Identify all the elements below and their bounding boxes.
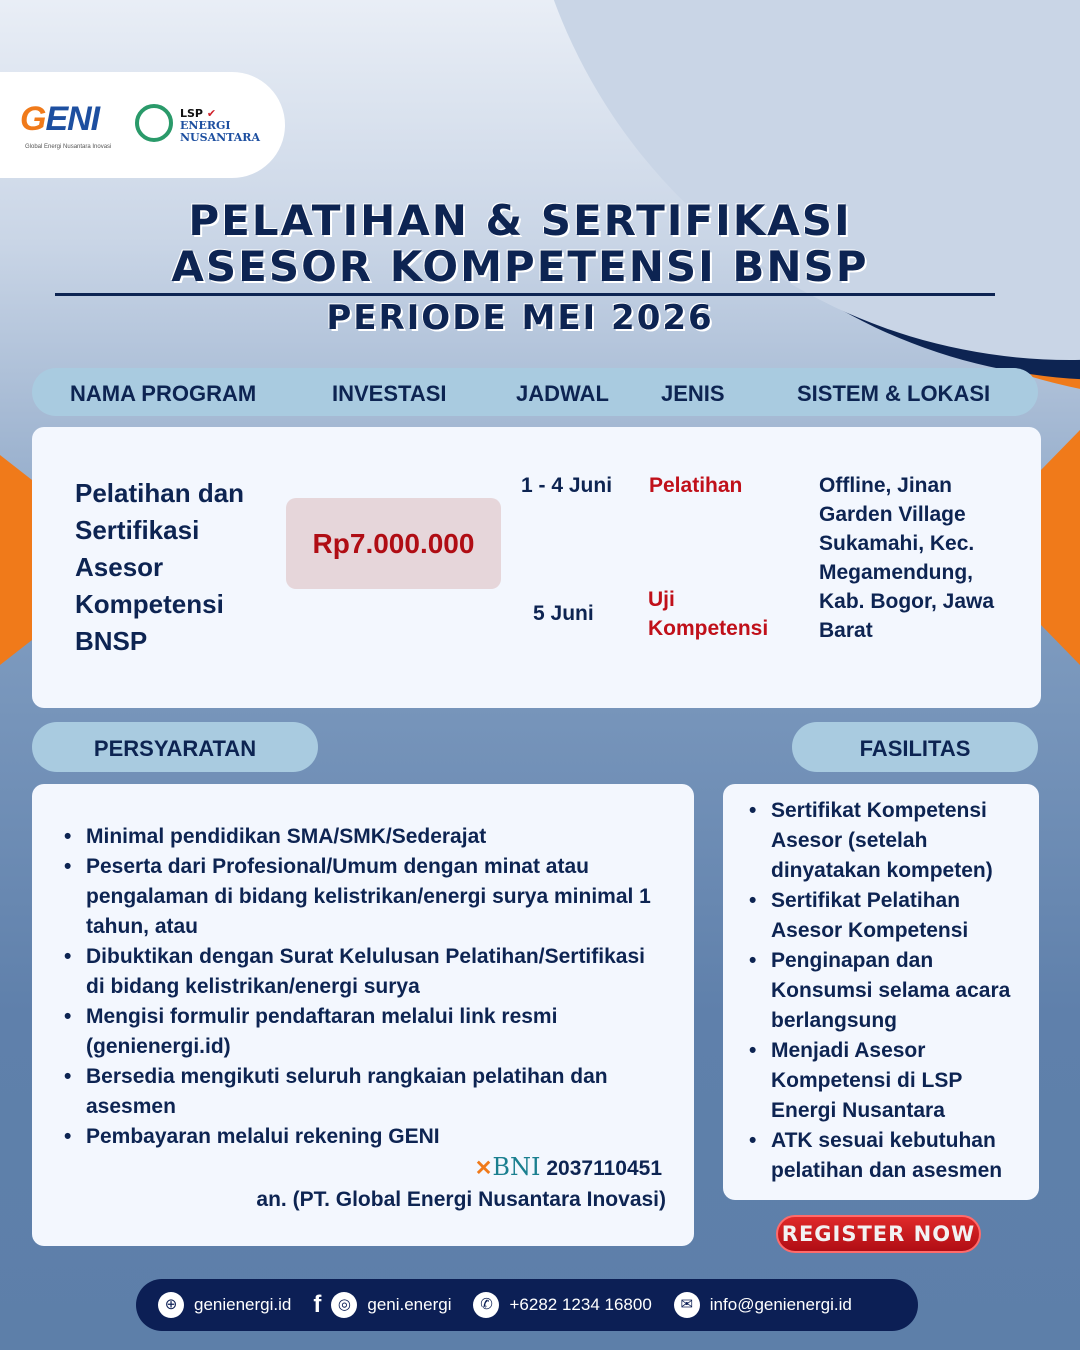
phone-icon: ✆ (473, 1292, 499, 1318)
requirement-item: • Pembayaran melalui rekening GENI (64, 1122, 666, 1152)
globe-icon: ⊕ (158, 1292, 184, 1318)
register-now-button[interactable]: REGISTER NOW (776, 1215, 981, 1253)
facility-item: • Penginapan dan Konsumsi selama acara berlangsung (749, 946, 1029, 1036)
facilities-list (749, 796, 1029, 1186)
decor-orange-left (0, 455, 32, 665)
facility-item: • Sertifikat Kompetensi Asesor (setelah dinyatakan kompeten) (749, 796, 1029, 886)
bank-logo: BNI (492, 1153, 541, 1181)
requirements-list (64, 822, 666, 1152)
contact-bar (136, 1279, 918, 1331)
schedule-date-2: 5 Juni (533, 602, 594, 625)
geni-tagline: Global Energi Nusantara Inovasi (25, 144, 112, 150)
schedule-type-1: Pelatihan (649, 474, 743, 497)
requirements-card (32, 784, 694, 1246)
requirement-item: • Bersedia mengikuti seluruh rangkaian pelatihan dan asesmen (64, 1062, 666, 1122)
account-number: 2037110451 (546, 1157, 662, 1180)
requirement-item: • Dibuktikan dengan Surat Kelulusan Pelatihan/Sertifikasi di bidang kelistrikan/energi surya (64, 942, 666, 1002)
table-header (32, 368, 1038, 416)
website-link[interactable]: genienergi.id (194, 1295, 292, 1314)
facilities-card (723, 784, 1039, 1200)
header-type: JENIS (661, 381, 725, 406)
instagram-icon: ◎ (331, 1292, 357, 1318)
facebook-icon: f (313, 1291, 322, 1318)
period: PERIODE MEI 2026 (326, 298, 714, 338)
program-name: Pelatihan dan Sertifikasi Asesor Kompetensi BNSP (75, 478, 245, 656)
requirement-item: • Peserta dari Profesional/Umum dengan minat atau pengalaman di bidang kelistrikan/energi surya minimal 1 tahun, atau (64, 852, 666, 942)
account-name: an. (PT. Global Energi Nusantara Inovasi) (256, 1188, 666, 1211)
schedule-type-2: Uji Kompetensi (648, 588, 769, 640)
decor-orange-right (1041, 430, 1080, 665)
email-link[interactable]: info@genienergi.id (709, 1295, 852, 1314)
social-handle[interactable]: geni.energi (367, 1295, 452, 1314)
requirement-item: • Minimal pendidikan SMA/SMK/Sederajat (64, 822, 666, 852)
requirement-item: • Mengisi formulir pendaftaran melalui link resmi (genienergi.id) (64, 1002, 666, 1062)
bni-icon: ✕ (474, 1157, 493, 1180)
schedule-date-1: 1 - 4 Juni (521, 474, 613, 497)
title-divider (55, 293, 995, 296)
facility-item: • ATK sesuai kebutuhan pelatihan dan asesmen (749, 1126, 1029, 1186)
facility-item: • Sertifikat Pelatihan Asesor Kompetensi (749, 886, 1029, 946)
lsp-logo: LSP ✔ ENERGI NUSANTARA (180, 107, 260, 144)
phone-number[interactable]: +6282 1234 16800 (509, 1295, 652, 1314)
header-program: NAMA PROGRAM (70, 381, 257, 406)
bank-account (64, 1152, 666, 1184)
facilities-heading: FASILITAS (792, 722, 1038, 772)
location: Offline, Jinan Garden Village Sukamahi, Kec. Megamendung, Kab. Bogor, Jawa Barat (819, 474, 995, 642)
title-line-1: PELATIHAN & SERTIFIKASI (188, 196, 852, 245)
header-investment: INVESTASI (332, 381, 447, 406)
requirements-heading: PERSYARATAN (32, 722, 318, 772)
header-location: SISTEM & LOKASI (797, 381, 991, 406)
geni-logo: GENI (20, 100, 100, 138)
title-line-2: ASESOR KOMPETENSI BNSP (171, 242, 869, 291)
price-badge: Rp7.000.000 (286, 498, 501, 589)
facility-item: • Menjadi Asesor Kompetensi di LSP Energi Nusantara (749, 1036, 1029, 1126)
email-icon: ✉ (674, 1292, 700, 1318)
header-schedule: JADWAL (516, 381, 609, 406)
lsp-logo-icon (135, 104, 173, 142)
